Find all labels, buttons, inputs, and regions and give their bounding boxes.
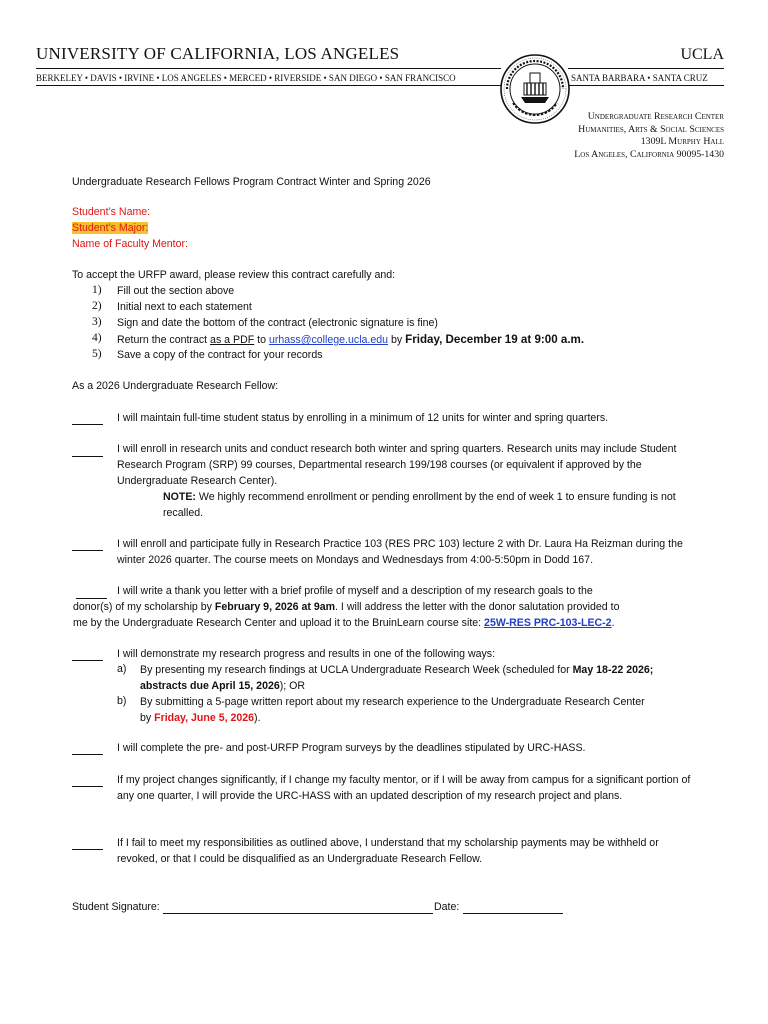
statement-responsibilities: If I fail to meet my responsibilities as outlined above, I understand that my scholarship payments may be withheld or revoked, or that I could be disqualified as an Undergraduate Research Fellow.: [117, 837, 659, 865]
option-a-text: By presenting my research findings at UCLA Undergraduate Research Week (scheduled for May 18-22 2026; abstracts due April 15, 2026); OR: [140, 664, 654, 692]
step-text: Fill out the section above: [117, 285, 235, 297]
research-week-date: May 18-22 2026;: [572, 664, 654, 676]
fellow-intro: As a 2026 Undergraduate Research Fellow:: [72, 380, 279, 392]
email-link[interactable]: urhass@college.ucla.edu: [268, 334, 389, 346]
signature-line[interactable]: [163, 913, 433, 914]
date-line[interactable]: [463, 913, 563, 914]
return-deadline: Friday, December 19 at 9:00 a.m.: [405, 333, 585, 346]
letterhead-rule-top: [36, 68, 501, 69]
report-deadline: Friday, June 5, 2026: [154, 711, 255, 724]
contract-title: Undergraduate Research Fellows Program Contract Winter and Spring 2026: [72, 176, 431, 188]
initial-blank-4[interactable]: [76, 598, 107, 599]
step-number: 5): [92, 348, 102, 360]
option-b-label: b): [117, 695, 127, 707]
statement-thank-you-line1: I will write a thank you letter with a brief profile of myself and a description of my research goals to the: [117, 585, 593, 597]
campus-list-right: SANTA BARBARA • SANTA CRUZ: [571, 73, 708, 83]
faculty-mentor-label: Name of Faculty Mentor:: [72, 238, 188, 250]
step-number: 3): [92, 316, 102, 328]
initial-blank-7[interactable]: [72, 786, 103, 787]
option-a-label: a): [117, 663, 127, 675]
letterhead-rule-bottom-right: [568, 85, 724, 86]
address-line: Humanities, Arts & Social Sciences: [578, 123, 724, 135]
university-seal-icon: [499, 53, 571, 125]
step-return-contract: Return the contract as a PDF to urhass@college.ucla.edu by Friday, December 19 at 9:00 a.m.: [117, 333, 585, 346]
initial-blank-1[interactable]: [72, 424, 103, 425]
enrollment-note: NOTE: We highly recommend enrollment or pending enrollment by the end of week 1 to ensure funding is not recalled.: [163, 491, 676, 519]
note-label: NOTE:: [163, 491, 196, 503]
step-text: Save a copy of the contract for your records: [117, 349, 323, 361]
department-address: [574, 111, 724, 161]
campus-list-left: BERKELEY • DAVIS • IRVINE • LOS ANGELES • MERCED • RIVERSIDE • SAN DIEGO • SAN FRANCISCO: [36, 73, 456, 83]
statement-research-practice: I will enroll and participate fully in Research Practice 103 (RES PRC 103) lecture 2 with Dr. Laura Ha Reizman during the winter 2026 quarter. The course meets on Mondays and Wednesdays from 4:00-5:50pm in Dodd 167.: [117, 538, 683, 566]
option-b-text: By submitting a 5-page written report about my research experience to the Undergraduate Research Center by Friday, June 5, 2026).: [140, 696, 645, 724]
signature-label: Student Signature:: [72, 901, 160, 913]
date-label: Date:: [434, 901, 460, 913]
address-line: 1309L Murphy Hall: [640, 136, 724, 148]
as-pdf-text: as a PDF: [210, 334, 255, 346]
statement-demonstrate: I will demonstrate my research progress and results in one of the following ways:: [117, 648, 496, 660]
statement-research-units: I will enroll in research units and conduct research both winter and spring quarters. Research units may include Student Research Program (SRP) 99 courses, Departmental research 199/198 courses (or equivalent if approved by the Undergraduate Research Center).: [117, 443, 677, 487]
step-number: 4): [92, 332, 102, 344]
initial-blank-6[interactable]: [72, 754, 103, 755]
initial-blank-2[interactable]: [72, 456, 103, 457]
address-line: Undergraduate Research Center: [587, 111, 724, 122]
initial-blank-8[interactable]: [72, 849, 103, 850]
student-name-label: Student’s Name:: [72, 206, 151, 218]
statement-thank-you-line3: me by the Undergraduate Research Center and upload it to the BruinLearn course site: 25W-RES PRC-103-LEC-2.: [73, 617, 615, 629]
instructions-intro: To accept the URFP award, please review this contract carefully and:: [72, 269, 396, 281]
address-line: Los Angeles, California 90095-1430: [574, 148, 724, 160]
letterhead-rule-top-right: [568, 68, 724, 69]
step-number: 1): [92, 284, 102, 296]
letterhead-rule-bottom: [36, 85, 501, 86]
student-major-label: Student’s Major:: [72, 222, 149, 234]
thank-you-deadline: February 9, 2026 at 9am: [214, 601, 336, 613]
statement-project-changes: If my project changes significantly, if I change my faculty mentor, or if I will be away from campus for a significant portion of any one quarter, I will provide the URC-HASS with an updated description of my research project and plans.: [117, 774, 691, 802]
initial-blank-5[interactable]: [72, 660, 103, 661]
step-text: Sign and date the bottom of the contract (electronic signature is fine): [117, 317, 438, 329]
bruinlearn-course-link[interactable]: 25W-RES PRC-103-LEC-2: [484, 617, 612, 629]
statement-thank-you-line2: donor(s) of my scholarship by February 9, 2026 at 9am. I will address the letter with the donor salutation provided to: [73, 601, 620, 613]
university-title: UNIVERSITY OF CALIFORNIA, LOS ANGELES: [36, 44, 400, 63]
abstract-deadline: abstracts due April 15, 2026: [140, 679, 280, 692]
statement-surveys: I will complete the pre- and post-URFP Program surveys by the deadlines stipulated by URC-HASS.: [117, 742, 586, 754]
ucla-short-title: UCLA: [680, 46, 724, 63]
step-text: Initial next to each statement: [117, 301, 252, 313]
statement-full-time: I will maintain full-time student status by enrolling in a minimum of 12 units for winter and spring quarters.: [117, 412, 609, 424]
step-number: 2): [92, 300, 102, 312]
initial-blank-3[interactable]: [72, 550, 103, 551]
